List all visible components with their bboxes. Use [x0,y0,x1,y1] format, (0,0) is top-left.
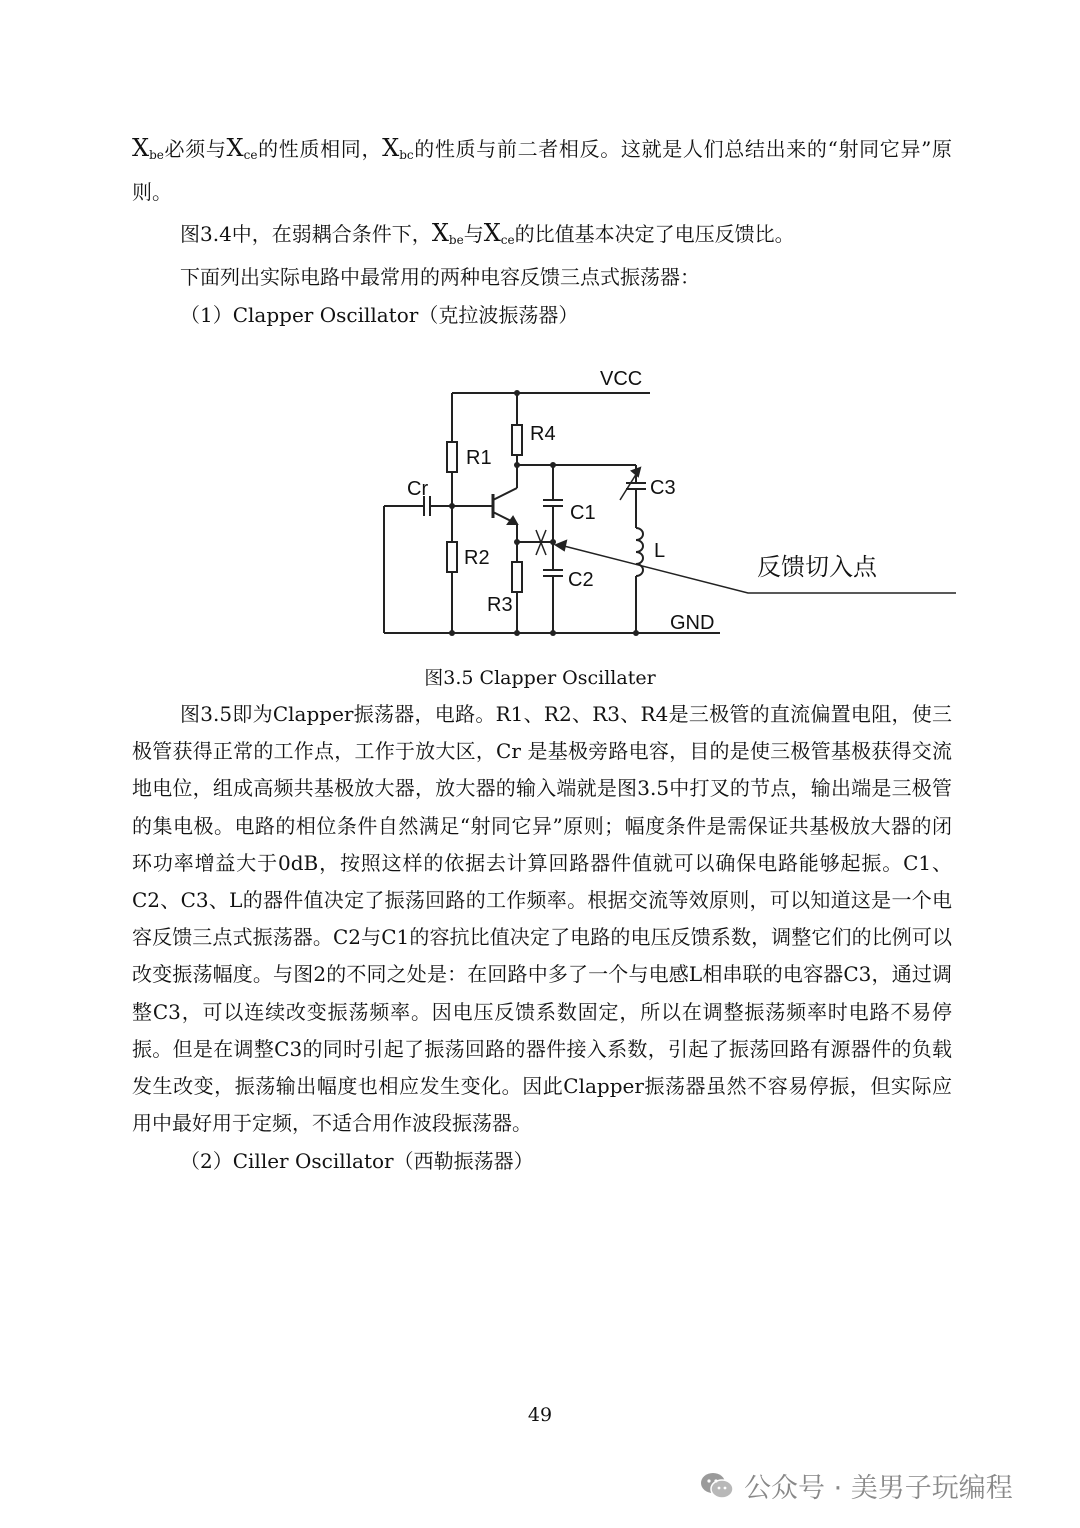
junction-dot [514,539,520,545]
watermark-text: 公众号 · 美男子玩编程 [744,1473,1013,1504]
r2-label: R2 [464,547,490,569]
figure-caption: 图3.5 Clapper Oscillater [424,667,656,689]
section-heading-2: （2）Ciller Oscillator（西勒振荡器） [180,1149,534,1173]
r1-resistor [447,442,457,472]
c1-label: C1 [570,502,596,524]
paragraph-3: 下面列出实际电路中最常用的两种电容反馈三点式振荡器： [180,265,700,289]
l-label: L [654,540,666,562]
page-number: 49 [527,1404,553,1426]
inductor-l [636,528,643,576]
r1-label: R1 [466,447,492,469]
r2-resistor [447,542,457,572]
section-heading-1: （1）Clapper Oscillator（克拉波振荡器） [180,303,579,327]
paragraph-2: 图3.4中，在弱耦合条件下，$X_{be}$与$X_{ce}$的比值基本决定了电压反馈比。 [180,219,795,247]
junction-dot [514,390,520,396]
watermark [700,1466,1013,1505]
emitter-arrow [508,517,517,524]
c3-label: C3 [650,477,676,499]
junction-dot [449,630,455,636]
r4-label: R4 [530,423,556,445]
r3-resistor [512,562,522,592]
gnd-label: GND [670,612,715,634]
junction-dot [514,630,520,636]
junction-dot [550,630,556,636]
feedback-point-label: 反馈切入点 [757,553,877,581]
junction-dot [449,503,455,509]
c2-label: C2 [568,569,594,591]
vcc-label: VCC [600,368,643,390]
cr-label: Cr [407,478,429,500]
paragraph-4: 图3.5即为Clapper振荡器，电路。R1、R2、R3、R4是三极管的直流偏置电阻，使三极管获得正常的工作点，工作于放大区，Cr 是基极旁路电容，目的是使三极管基极获得交流地电位，组成高频共基极放大器，放大器的输入端就是图3.5中打叉的节点，输出端是三极管的集电极。电路的相位条件自然满足“射同它异”原则；幅度条件是需保证共基极放大器的闭环功率增益大于0dB，按照这样的依据去计算回路器件值就可以确保电路能够起振。C1、C2、C3、L的器件值决定了振荡回路的工作频率。根据交流等效原则，可以知道这是一个电容反馈三点式振荡器。C2与C1的容抗比值决定了电路的电压反馈系数，调整它们的比例可以改变振荡幅度。与图2的不同之处是：在回路中多了一个与电感L相串联的电容器C3，通过调整C3，可以连续改变振荡频率。因电压反馈系数固定，所以在调整振荡频率时电路不易停振。但是在调整C3的同时引起了振荡回路的器件接入系数，引起了振荡回路有源器件的负载发生改变，振荡输出幅度也相应发生变化。因此Clapper振荡器虽然不容易停振，但实际应用中最好用于定频，不适合用作波段振荡器。 [132,702,952,1136]
junction-dot [633,630,639,636]
c3-arrowhead [632,468,640,476]
paragraph-1: $X_{be}$必须与$X_{ce}$的性质相同，$X_{bc}$的性质与前二者相反。这就是人们总结出来的“射同它异”原则。 [132,134,953,205]
junction-dot [550,462,556,468]
junction-dot [514,462,520,468]
r3-label: R3 [487,594,513,616]
transistor-collector [493,488,517,500]
r4-resistor [512,425,522,455]
junction-dot [550,539,556,545]
wechat-icon [700,1471,734,1501]
feedback-arrowhead [556,541,566,550]
